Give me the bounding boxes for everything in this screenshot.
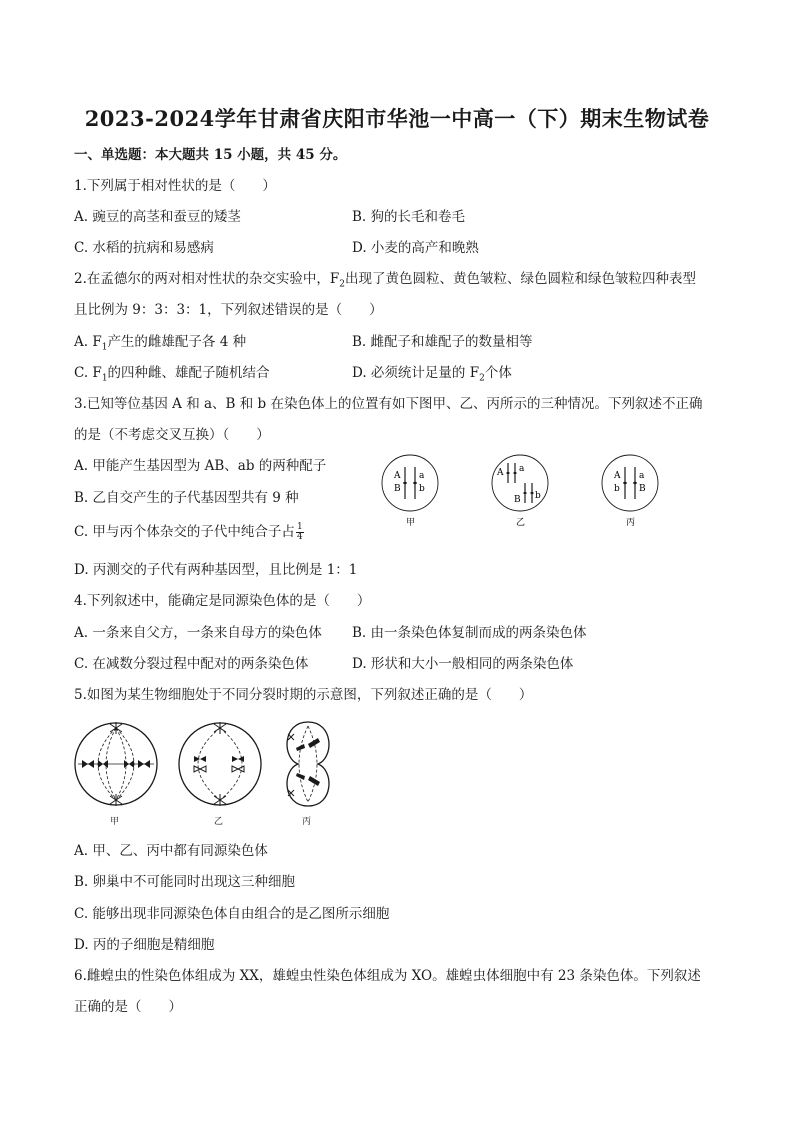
figure-label-jia: 甲 <box>110 817 120 827</box>
figure-label-yi: 乙 <box>214 817 224 827</box>
q2-stem-line1 <box>74 270 696 294</box>
q2-option-c <box>74 364 270 388</box>
cell-yi-meiosis <box>179 722 261 806</box>
q3-option-a: A. 甲能产生基因型为 AB、ab 的两种配子 <box>74 458 327 474</box>
section-heading: 一、单选题：本大题共 15 小题，共 45 分。 <box>74 147 347 163</box>
cell-jia <box>382 455 438 511</box>
q1-option-a: A. 豌豆的高茎和蚕豆的矮茎 <box>74 209 241 225</box>
q3-c-text: C. 甲与丙个体杂交的子代中纯合子占 <box>74 524 295 540</box>
q6-stem-line2: 正确的是（ ） <box>74 999 182 1015</box>
q4-option-c: C. 在减数分裂过程中配对的两条染色体 <box>74 656 309 672</box>
q1-stem: 1.下列属于相对性状的是（ ） <box>74 178 276 194</box>
q2-stem-sub: 2 <box>339 279 345 290</box>
q1-option-c: C. 水稻的抗病和易感病 <box>74 240 214 256</box>
gene-label: a <box>519 464 525 474</box>
figure-label-yi: 乙 <box>516 518 526 528</box>
q2-d-sub: 2 <box>479 373 485 384</box>
gene-label: a <box>639 471 645 481</box>
q5-stem: 5.如图为某生物细胞处于不同分裂时期的示意图，下列叙述正确的是（ ） <box>74 687 533 703</box>
q2-d-pre: D. 必须统计足量的 F <box>352 365 480 381</box>
q2-c-post: 的四种雌、雄配子随机结合 <box>107 365 270 381</box>
q2-c-sub: 1 <box>101 373 108 384</box>
q4-option-b: B. 由一条染色体复制而成的两条染色体 <box>352 625 587 641</box>
q3-option-c <box>74 523 304 542</box>
figure-label-jia: 甲 <box>406 518 416 528</box>
q2-stem-text-a: 2.在孟德尔的两对相对性状的杂交实验中，F <box>74 271 340 287</box>
q2-a-pre: A. F <box>74 334 102 350</box>
q3-option-b: B. 乙自交产生的子代基因型共有 9 种 <box>74 490 299 506</box>
gene-label: A <box>497 468 504 478</box>
yi-chromosomes <box>194 756 244 772</box>
q2-option-a <box>74 333 246 357</box>
q5-option-b: B. 卵巢中不可能同时出现这三种细胞 <box>74 874 296 890</box>
q2-a-sub: 1 <box>101 342 108 353</box>
q1-option-d: D. 小麦的高产和晚熟 <box>352 240 479 256</box>
q2-option-d <box>352 364 512 388</box>
q4-option-a: A. 一条来自父方，一条来自母方的染色体 <box>74 625 322 641</box>
fraction-numerator: 1 <box>296 522 303 532</box>
fraction-denominator: 4 <box>296 532 303 542</box>
q6-stem-line1: 6.雌蝗虫的性染色体组成为 XX，雄蝗虫性染色体组成为 XO。雄蝗虫体细胞中有 23 条染色体。下列叙述 <box>74 968 701 984</box>
q2-option-b: B. 雌配子和雄配子的数量相等 <box>352 334 533 350</box>
q2-d-post: 个体 <box>484 365 512 381</box>
q5-cell-division-diagram <box>72 718 342 830</box>
gene-label: b <box>614 484 620 494</box>
q3-option-d: D. 丙测交的子代有两种基因型，且比例是 1：1 <box>74 562 358 578</box>
figure-label-bing: 丙 <box>626 518 636 528</box>
q4-option-d: D. 形状和大小一般相同的两条染色体 <box>352 656 574 672</box>
q2-c-pre: C. F <box>74 365 102 381</box>
gene-label: b <box>535 491 541 501</box>
gene-label: A <box>614 471 621 481</box>
q2-a-post: 产生的雌雄配子各 4 种 <box>107 334 247 350</box>
q4-stem: 4.下列叙述中，能确定是同源染色体的是（ ） <box>74 593 371 609</box>
figure-label-bing: 丙 <box>302 817 312 827</box>
q3-stem-line2: 的是（不考虑交叉互换）（ ） <box>74 427 270 443</box>
q1-option-b: B. 狗的长毛和卷毛 <box>352 209 466 225</box>
q3-stem-line1: 3.已知等位基因 A 和 a、B 和 b 在染色体上的位置有如下图甲、乙、丙所示的三种情况。下列叙述不正确 <box>74 396 703 412</box>
q3-c-fraction <box>296 523 304 542</box>
gene-label: A <box>394 471 401 481</box>
cell-bing <box>602 455 658 511</box>
bing-chromosomes <box>296 738 320 786</box>
gene-label: B <box>394 484 401 494</box>
q5-option-a: A. 甲、乙、丙中都有同源染色体 <box>74 843 268 859</box>
q2-stem-line2: 且比例为 9：3：3：1，下列叙述错误的是（ ） <box>74 302 383 318</box>
exam-title: 2023-2024学年甘肃省庆阳市华池一中高一（下）期末生物试卷 <box>84 106 710 131</box>
gene-label: b <box>419 484 425 494</box>
q2-stem-text-b: 出现了黄色圆粒、黄色皱粒、绿色圆粒和绿色皱粒四种表型 <box>344 271 696 287</box>
cell-bing-anaphase <box>287 722 329 806</box>
q5-option-d: D. 丙的子细胞是精细胞 <box>74 937 215 953</box>
gene-label: B <box>514 495 521 505</box>
cell-yi <box>492 455 548 511</box>
q5-option-c: C. 能够出现非同源染色体自由组合的是乙图所示细胞 <box>74 906 390 922</box>
q3-chromosome-diagram <box>378 453 668 533</box>
gene-label: a <box>419 471 425 481</box>
gene-label: B <box>639 484 646 494</box>
